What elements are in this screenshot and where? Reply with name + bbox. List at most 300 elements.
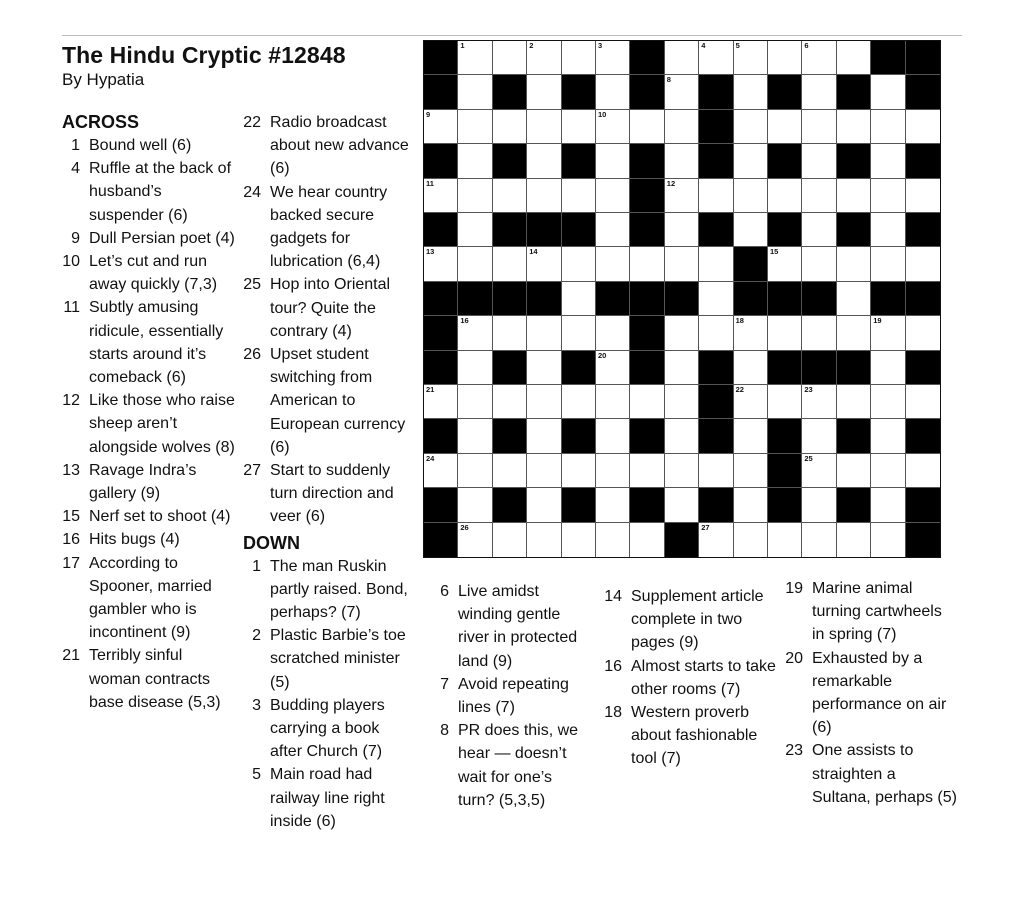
grid-cell[interactable] <box>458 419 492 453</box>
grid-cell[interactable] <box>596 41 630 75</box>
grid-cell[interactable] <box>734 41 768 75</box>
clue-item <box>431 580 591 673</box>
grid-cell[interactable] <box>527 316 561 350</box>
grid-cell[interactable] <box>596 144 630 178</box>
grid-cell[interactable] <box>665 75 699 109</box>
clue-item <box>604 701 776 771</box>
grid-cell[interactable] <box>493 385 527 419</box>
grid-cell[interactable] <box>837 247 871 281</box>
grid-cell[interactable] <box>458 385 492 419</box>
grid-block <box>699 419 733 453</box>
clue-text: Budding players carrying a book after Church (7) <box>270 696 385 761</box>
grid-cell[interactable] <box>665 351 699 385</box>
clue-text: Live amidst winding gentle river in protected land (9) <box>458 583 578 670</box>
cell-number: 27 <box>701 522 710 532</box>
grid-cell[interactable] <box>424 179 458 213</box>
clue-number: 17 <box>62 554 80 572</box>
grid-cell[interactable] <box>527 41 561 75</box>
clue-number: 7 <box>440 675 449 693</box>
grid-cell[interactable] <box>699 41 733 75</box>
grid-cell[interactable] <box>734 213 768 247</box>
clue-item <box>243 181 413 274</box>
grid-cell[interactable] <box>871 110 905 144</box>
grid-block <box>527 213 561 247</box>
grid-cell[interactable] <box>734 488 768 522</box>
grid-cell[interactable] <box>871 523 905 557</box>
grid-cell[interactable] <box>424 385 458 419</box>
cell-number: 9 <box>426 109 431 119</box>
grid-block <box>802 282 836 316</box>
cell-number: 23 <box>804 385 813 394</box>
grid-block <box>562 213 596 247</box>
grid-cell[interactable] <box>871 75 905 109</box>
grid-cell[interactable] <box>630 110 664 144</box>
grid-cell[interactable] <box>665 110 699 144</box>
grid-cell[interactable] <box>458 316 492 350</box>
grid-cell[interactable] <box>734 75 768 109</box>
grid-cell[interactable] <box>871 213 905 247</box>
grid-cell[interactable] <box>562 247 596 281</box>
grid-block <box>424 144 458 178</box>
clue-number: 1 <box>71 137 80 154</box>
grid-cell[interactable] <box>837 110 871 144</box>
grid-block <box>906 351 940 385</box>
clue-item <box>785 577 957 647</box>
grid-cell[interactable] <box>527 247 561 281</box>
clue-number: 23 <box>785 742 803 760</box>
grid-cell[interactable] <box>493 316 527 350</box>
clue-text: Ravage Indra’s gallery (9) <box>89 461 197 503</box>
clue-text: Avoid repeating lines (7) <box>458 675 569 717</box>
grid-block <box>630 316 664 350</box>
grid-cell[interactable] <box>527 144 561 178</box>
grid-cell[interactable] <box>665 213 699 247</box>
grid-block <box>630 488 664 522</box>
grid-cell[interactable] <box>837 385 871 419</box>
clue-text: PR does this, we hear — doesn’t wait for one’s turn? (5,3,5) <box>458 722 579 809</box>
down-clue-list-3 <box>604 585 776 771</box>
grid-cell[interactable] <box>871 419 905 453</box>
grid-cell[interactable] <box>458 213 492 247</box>
clue-text: Western proverb about fashionable tool (7) <box>631 704 758 768</box>
grid-cell[interactable] <box>424 110 458 144</box>
clue-item <box>243 694 413 764</box>
grid-cell[interactable] <box>734 454 768 488</box>
grid-cell[interactable] <box>734 385 768 419</box>
grid-cell[interactable] <box>837 523 871 557</box>
grid-cell[interactable] <box>699 247 733 281</box>
grid-cell[interactable] <box>596 247 630 281</box>
grid-cell[interactable] <box>837 41 871 75</box>
grid-cell[interactable] <box>596 179 630 213</box>
clue-item <box>785 647 957 740</box>
grid-cell[interactable] <box>871 247 905 281</box>
clue-column-4 <box>604 585 776 771</box>
clue-number: 9 <box>71 229 80 247</box>
grid-cell[interactable] <box>458 351 492 385</box>
puzzle-title: The Hindu Cryptic #12848 <box>62 42 346 68</box>
clue-column-1 <box>62 110 237 714</box>
grid-block <box>630 75 664 109</box>
grid-cell[interactable] <box>802 419 836 453</box>
grid-cell[interactable] <box>665 454 699 488</box>
grid-cell[interactable] <box>699 179 733 213</box>
clue-item <box>431 719 591 812</box>
grid-cell[interactable] <box>527 454 561 488</box>
clue-text: Let’s cut and run away quickly (7,3) <box>89 253 218 294</box>
grid-cell[interactable] <box>493 41 527 75</box>
clue-number: 25 <box>243 276 261 294</box>
grid-cell[interactable] <box>906 247 940 281</box>
grid-cell[interactable] <box>802 523 836 557</box>
clue-item <box>243 555 413 625</box>
grid-cell[interactable] <box>596 488 630 522</box>
grid-cell[interactable] <box>871 316 905 350</box>
clue-item <box>62 528 237 551</box>
grid-cell[interactable] <box>458 454 492 488</box>
clue-number: 1 <box>252 557 261 575</box>
grid-cell[interactable] <box>802 488 836 522</box>
grid-block <box>562 351 596 385</box>
grid-cell[interactable] <box>802 41 836 75</box>
cell-number: 19 <box>873 316 882 326</box>
grid-cell[interactable] <box>665 179 699 213</box>
grid-block <box>871 41 905 75</box>
grid-cell[interactable] <box>768 179 802 213</box>
clue-text: Terribly sinful woman contracts base disease (5,3) <box>89 647 221 711</box>
grid-cell[interactable] <box>527 385 561 419</box>
grid-cell[interactable] <box>493 454 527 488</box>
grid-block <box>837 75 871 109</box>
grid-cell[interactable] <box>734 316 768 350</box>
grid-block <box>493 351 527 385</box>
grid-block <box>734 247 768 281</box>
clue-item <box>62 505 237 528</box>
clue-number: 15 <box>62 508 80 526</box>
clue-number: 16 <box>62 531 80 549</box>
clue-number: 6 <box>440 583 449 600</box>
clue-number: 4 <box>71 160 80 178</box>
grid-cell[interactable] <box>734 179 768 213</box>
grid-block <box>837 144 871 178</box>
clue-item <box>431 673 591 719</box>
clue-number: 8 <box>440 722 449 740</box>
grid-cell[interactable] <box>802 316 836 350</box>
clue-text: Ruffle at the back of husband’s suspender (6) <box>89 160 232 224</box>
grid-cell[interactable] <box>458 41 492 75</box>
grid-cell[interactable] <box>493 247 527 281</box>
grid-block <box>493 75 527 109</box>
clue-text: Exhausted by a remarkable performance on air (6) <box>812 649 947 737</box>
grid-cell[interactable] <box>458 179 492 213</box>
clue-number: 14 <box>604 588 622 605</box>
grid-cell[interactable] <box>734 351 768 385</box>
grid-cell[interactable] <box>665 316 699 350</box>
cell-number: 21 <box>426 385 435 394</box>
grid-block <box>424 75 458 109</box>
across-heading: ACROSS <box>62 112 140 132</box>
grid-cell[interactable] <box>768 110 802 144</box>
grid-block <box>493 144 527 178</box>
clue-item <box>62 250 237 296</box>
grid-cell[interactable] <box>596 110 630 144</box>
grid-cell[interactable] <box>871 488 905 522</box>
clue-number: 24 <box>243 183 261 201</box>
grid-block <box>493 282 527 316</box>
grid-cell[interactable] <box>802 110 836 144</box>
grid-cell[interactable] <box>802 179 836 213</box>
clue-item <box>785 739 957 809</box>
grid-cell[interactable] <box>802 385 836 419</box>
grid-cell[interactable] <box>802 454 836 488</box>
grid-block <box>734 282 768 316</box>
grid-cell[interactable] <box>458 247 492 281</box>
clue-number: 5 <box>252 766 261 784</box>
grid-cell[interactable] <box>630 385 664 419</box>
grid-cell[interactable] <box>871 144 905 178</box>
cell-number: 15 <box>770 247 779 257</box>
grid-cell[interactable] <box>562 110 596 144</box>
grid-block <box>424 351 458 385</box>
cell-number: 18 <box>735 316 744 326</box>
cell-number: 6 <box>804 41 809 50</box>
grid-cell[interactable] <box>424 454 458 488</box>
cell-number: 24 <box>426 453 435 463</box>
grid-block <box>906 41 940 75</box>
grid-block <box>493 488 527 522</box>
grid-block <box>424 488 458 522</box>
grid-cell[interactable] <box>458 488 492 522</box>
grid-cell[interactable] <box>596 316 630 350</box>
grid-block <box>768 282 802 316</box>
grid-cell[interactable] <box>458 144 492 178</box>
across-clue-list-2 <box>243 111 413 529</box>
clue-item <box>604 585 776 655</box>
clue-item <box>243 624 413 694</box>
grid-cell[interactable] <box>630 454 664 488</box>
grid-cell[interactable] <box>527 523 561 557</box>
cell-number: 13 <box>426 247 435 257</box>
grid-block <box>768 144 802 178</box>
grid-block <box>630 179 664 213</box>
clue-text: Subtly amusing ridicule, essentially starts around it’s comeback (6) <box>89 299 224 387</box>
grid-cell[interactable] <box>596 385 630 419</box>
top-rule <box>62 35 962 36</box>
clue-text: Plastic Barbie’s toe scratched minister (5) <box>270 627 406 691</box>
cell-number: 5 <box>735 41 740 50</box>
clue-item <box>62 459 237 505</box>
grid-block <box>458 282 492 316</box>
grid-cell[interactable] <box>527 419 561 453</box>
grid-cell[interactable] <box>837 454 871 488</box>
clue-text: Nerf set to shoot (4) <box>89 508 231 526</box>
grid-cell[interactable] <box>871 179 905 213</box>
grid-block <box>906 144 940 178</box>
grid-cell[interactable] <box>837 316 871 350</box>
grid-cell[interactable] <box>871 454 905 488</box>
grid-cell[interactable] <box>665 419 699 453</box>
grid-cell[interactable] <box>458 110 492 144</box>
grid-block <box>699 75 733 109</box>
grid-block <box>906 488 940 522</box>
grid-block <box>837 419 871 453</box>
grid-cell[interactable] <box>424 247 458 281</box>
grid-cell[interactable] <box>802 75 836 109</box>
clue-text: One assists to straighten a Sultana, perhaps (5) <box>812 742 957 806</box>
grid-cell[interactable] <box>665 488 699 522</box>
clue-text: Almost starts to take other rooms (7) <box>631 657 776 698</box>
cell-number: 25 <box>804 453 813 463</box>
grid-cell[interactable] <box>768 385 802 419</box>
grid-cell[interactable] <box>837 282 871 316</box>
grid-block <box>424 213 458 247</box>
clue-text: We hear country backed secure gadgets for lubrication (6,4) <box>270 183 388 271</box>
grid-cell[interactable] <box>493 110 527 144</box>
grid-cell[interactable] <box>906 454 940 488</box>
cell-number: 16 <box>460 316 469 326</box>
grid-cell[interactable] <box>802 213 836 247</box>
clue-number: 27 <box>243 462 261 480</box>
clue-column-2 <box>243 111 413 833</box>
grid-block <box>699 110 733 144</box>
grid-cell[interactable] <box>596 213 630 247</box>
clue-column-3 <box>431 580 591 812</box>
clue-number: 19 <box>785 580 803 597</box>
grid-block <box>768 213 802 247</box>
grid-cell[interactable] <box>906 385 940 419</box>
grid-cell[interactable] <box>768 316 802 350</box>
cell-number: 22 <box>735 385 744 394</box>
grid-block <box>562 75 596 109</box>
cell-number: 26 <box>460 522 469 532</box>
down-clue-list-2 <box>431 580 591 812</box>
grid-cell[interactable] <box>699 282 733 316</box>
grid-block <box>493 419 527 453</box>
grid-cell[interactable] <box>493 179 527 213</box>
grid-cell[interactable] <box>596 75 630 109</box>
clue-item <box>62 389 237 459</box>
grid-block <box>424 523 458 557</box>
clue-item <box>243 111 413 181</box>
grid-cell[interactable] <box>802 144 836 178</box>
grid-cell[interactable] <box>596 454 630 488</box>
clue-text: The man Ruskin partly raised. Bond, perhaps? (7) <box>270 557 408 622</box>
crossword-grid <box>423 40 941 558</box>
grid-cell[interactable] <box>527 110 561 144</box>
grid-cell[interactable] <box>665 385 699 419</box>
grid-cell[interactable] <box>837 179 871 213</box>
grid-block <box>837 488 871 522</box>
grid-block <box>802 351 836 385</box>
cell-number: 12 <box>666 178 676 188</box>
grid-cell[interactable] <box>768 41 802 75</box>
grid-block <box>906 75 940 109</box>
clue-number: 11 <box>63 299 80 317</box>
grid-cell[interactable] <box>906 179 940 213</box>
grid-block <box>699 144 733 178</box>
grid-cell[interactable] <box>699 316 733 350</box>
grid-cell[interactable] <box>527 488 561 522</box>
grid-block <box>906 213 940 247</box>
grid-cell[interactable] <box>871 351 905 385</box>
grid-cell[interactable] <box>596 351 630 385</box>
grid-cell[interactable] <box>665 144 699 178</box>
grid-cell[interactable] <box>699 454 733 488</box>
grid-cell[interactable] <box>802 247 836 281</box>
clue-number: 2 <box>252 627 261 645</box>
grid-cell[interactable] <box>562 179 596 213</box>
grid-cell[interactable] <box>768 523 802 557</box>
grid-block <box>768 488 802 522</box>
grid-cell[interactable] <box>458 75 492 109</box>
cell-number: 14 <box>529 247 538 257</box>
grid-cell[interactable] <box>630 247 664 281</box>
grid-block <box>837 213 871 247</box>
grid-cell[interactable] <box>562 282 596 316</box>
grid-cell[interactable] <box>562 454 596 488</box>
grid-cell[interactable] <box>458 523 492 557</box>
clue-number: 12 <box>62 392 80 410</box>
grid-block <box>630 213 664 247</box>
cell-number: 3 <box>598 41 603 50</box>
grid-cell[interactable] <box>665 247 699 281</box>
grid-cell[interactable] <box>596 523 630 557</box>
grid-block <box>871 282 905 316</box>
grid-cell[interactable] <box>906 316 940 350</box>
grid-cell[interactable] <box>493 523 527 557</box>
grid-cell[interactable] <box>871 385 905 419</box>
grid-block <box>562 488 596 522</box>
grid-cell[interactable] <box>562 316 596 350</box>
grid-cell[interactable] <box>665 41 699 75</box>
grid-cell[interactable] <box>527 75 561 109</box>
grid-cell[interactable] <box>734 523 768 557</box>
grid-block <box>768 454 802 488</box>
grid-cell[interactable] <box>699 523 733 557</box>
grid-cell[interactable] <box>906 110 940 144</box>
down-heading: DOWN <box>243 532 300 553</box>
clue-item <box>62 157 237 227</box>
cell-number: 11 <box>426 178 434 188</box>
clue-text: Upset student switching from American to European currency (6) <box>270 346 406 456</box>
clue-text: Main road had railway line right inside (6) <box>270 766 385 830</box>
grid-cell[interactable] <box>562 41 596 75</box>
cell-number: 8 <box>666 75 671 85</box>
grid-block <box>493 213 527 247</box>
grid-block <box>906 419 940 453</box>
grid-cell[interactable] <box>596 419 630 453</box>
clue-number: 26 <box>243 346 261 364</box>
grid-cell[interactable] <box>562 385 596 419</box>
grid-block <box>562 144 596 178</box>
clue-item <box>62 227 237 250</box>
grid-cell[interactable] <box>734 110 768 144</box>
clue-item <box>243 273 413 343</box>
grid-cell[interactable] <box>734 144 768 178</box>
clue-text: Hits bugs (4) <box>89 531 180 549</box>
grid-cell[interactable] <box>527 179 561 213</box>
grid-cell[interactable] <box>734 419 768 453</box>
grid-block <box>424 316 458 350</box>
grid-cell[interactable] <box>527 351 561 385</box>
grid-block <box>527 282 561 316</box>
grid-cell[interactable] <box>562 523 596 557</box>
grid-block <box>906 282 940 316</box>
clue-text: Start to suddenly turn direction and veer (6) <box>270 462 394 526</box>
grid-cell[interactable] <box>630 523 664 557</box>
clue-number: 3 <box>252 696 261 714</box>
grid-cell[interactable] <box>768 247 802 281</box>
